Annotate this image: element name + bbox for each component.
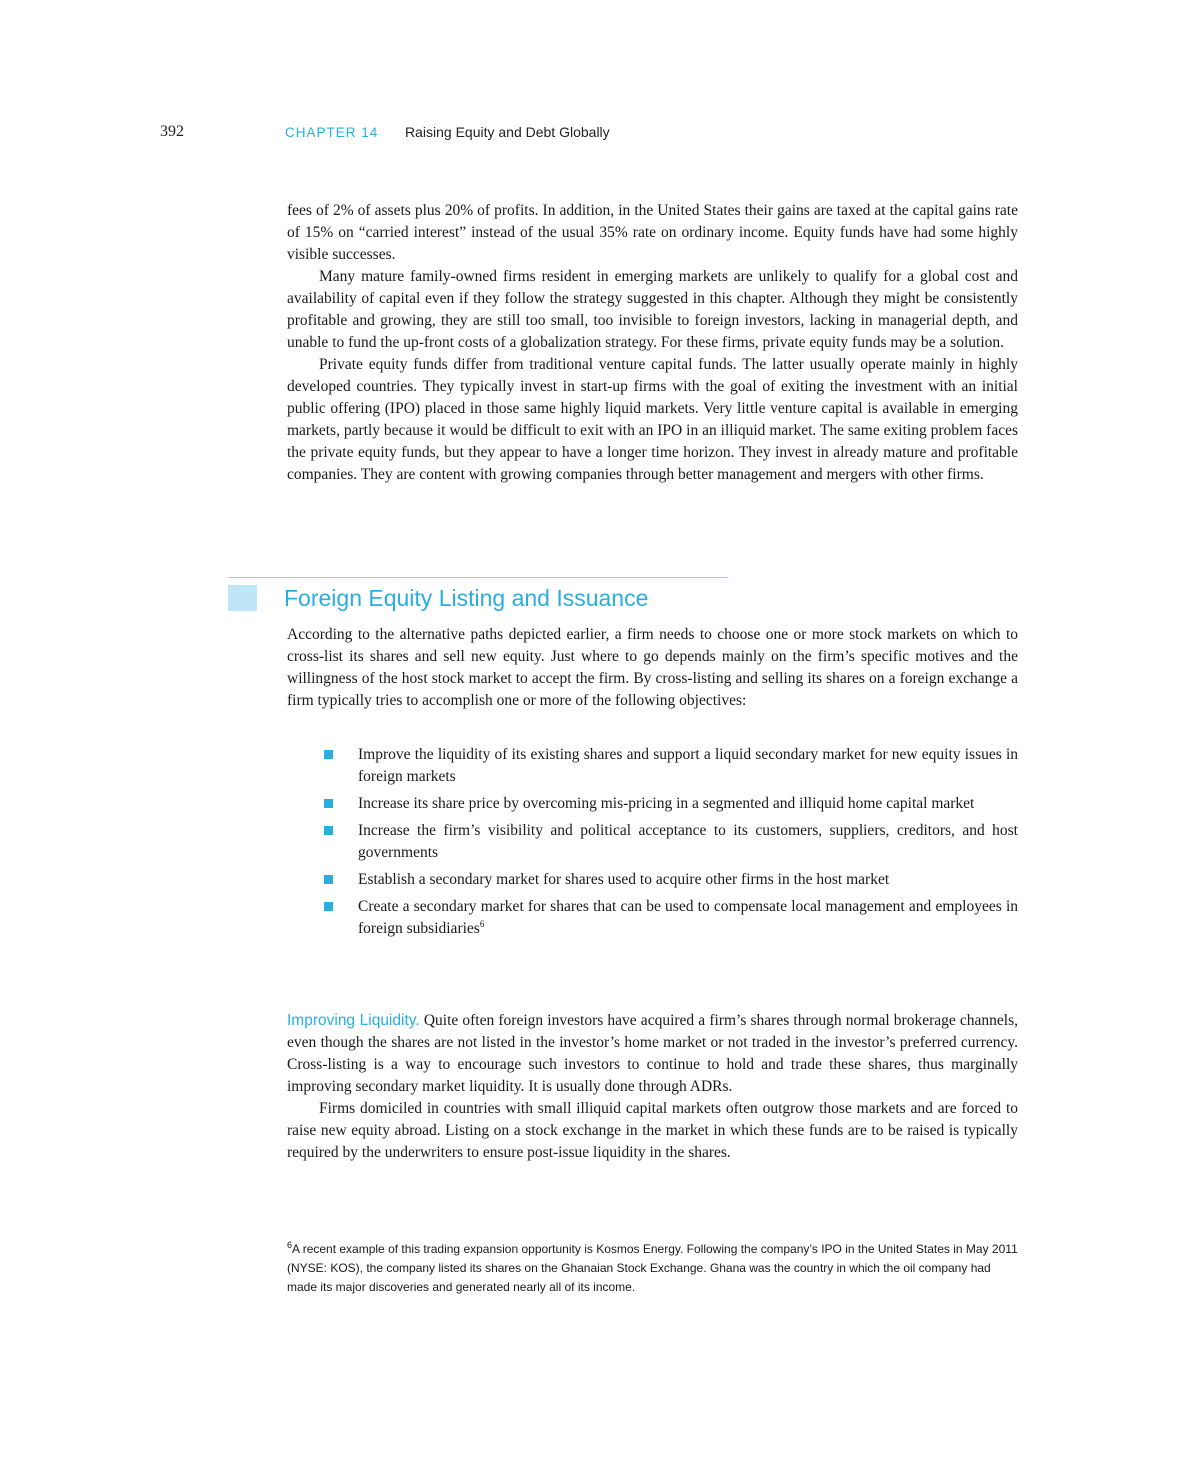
paragraph	[287, 1010, 1018, 1098]
list-item	[322, 869, 1018, 891]
square-bullet-icon	[324, 750, 333, 759]
list-item	[322, 793, 1018, 815]
subsection-improving-liquidity	[287, 1010, 1018, 1164]
list-item	[322, 896, 1018, 940]
section-heading: Foreign Equity Listing and Issuance	[284, 585, 649, 611]
paragraph-text: Quite often foreign investors have acquired a firm’s shares through normal brokerage channels, even though the shares are not listed in the investor’s home market or not traded in the investor’s preferred currency. Cross-listing is a way to encourage such investors to continue to hold and trade these shares, thus marginally improving secondary market liquidity. It is usually done through ADRs.	[287, 1012, 1019, 1095]
list-item-text: Establish a secondary market for shares used to acquire other firms in the host market	[358, 871, 890, 888]
section-lead	[287, 624, 1018, 712]
square-bullet-icon	[324, 875, 333, 884]
list-item-text: Improve the liquidity of its existing shares and support a liquid secondary market for new equity issues in foreign markets	[358, 746, 1018, 785]
paragraph: According to the alternative paths depicted earlier, a firm needs to choose one or more stock markets on which to cross-list its shares and sell new equity. Just where to go depends mainly on the firm’s specific motives and the willingness of the host stock market to accept the firm. By cross-listing and selling its shares on a foreign exchange a firm typically tries to accomplish one or more of the following objectives:	[287, 626, 1018, 709]
footnote-text	[287, 1240, 1018, 1297]
footnote-ref: 6	[479, 918, 485, 929]
section-marker-box	[228, 585, 257, 611]
paragraph: fees of 2% of assets plus 20% of profits. In addition, in the United States their gains are taxed at the capital gains rate of 15% on “carried interest” instead of the usual 35% rate on ordinary income. Equity funds have had some highly visible successes.	[287, 202, 1018, 263]
square-bullet-icon	[324, 902, 333, 911]
paragraph: Private equity funds differ from traditional venture capital funds. The latter usually operate mainly in highly developed countries. They typically invest in start-up firms with the goal of exiting the investment with an initial public offering (IPO) placed in those same highly liquid markets. Very little venture capital is available in emerging markets, partly because it would be difficult to exit with an IPO in an illiquid market. The same exiting problem faces the private equity funds, but they appear to have a longer time horizon. They invest in already mature and profitable companies. They are content with growing companies through better management and mergers with other firms.	[287, 356, 1018, 483]
footnote-number: 6	[287, 1240, 293, 1250]
list-item-text: Increase the firm’s visibility and political acceptance to its customers, suppliers, creditors, and host governments	[358, 822, 1018, 861]
list-item-text: Create a secondary market for shares that can be used to compensate local management and employees in foreign subsidiaries	[358, 898, 1018, 937]
section-rule	[228, 577, 728, 578]
chapter-label: CHAPTER 14	[285, 125, 379, 140]
footnote	[287, 1240, 1018, 1297]
intro-text	[287, 200, 1018, 486]
objectives-list	[322, 744, 1018, 945]
square-bullet-icon	[324, 826, 333, 835]
list-item-text: Increase its share price by overcoming mis-pricing in a segmented and illiquid home capital market	[358, 795, 975, 812]
paragraph: Many mature family-owned firms resident in emerging markets are unlikely to qualify for a global cost and availability of capital even if they follow the strategy suggested in this chapter. Although they might be consistently profitable and growing, they are still too small, too invisible to foreign investors, lacking in managerial depth, and unable to fund the up-front costs of a globalization strategy. For these firms, private equity funds may be a solution.	[287, 268, 1018, 351]
paragraph: Firms domiciled in countries with small illiquid capital markets often outgrow those markets and are forced to raise new equity abroad. Listing on a stock exchange in the market in which these funds are to be raised is typically required by the underwriters to ensure post-issue liquidity in the shares.	[287, 1100, 1018, 1161]
footnote-body: A recent example of this trading expansion opportunity is Kosmos Energy. Following the company’s IPO in the United States in May 2011 (NYSE: KOS), the company listed its shares on the Ghanaian Stock Exchange. Ghana was the country in which the oil company had made its major discoveries and generated nearly all of its income.	[287, 1242, 1018, 1294]
running-head	[160, 123, 1060, 145]
subsection-runin-heading: Improving Liquidity.	[287, 1012, 420, 1029]
page-number: 392	[160, 123, 184, 140]
chapter-title: Raising Equity and Debt Globally	[405, 124, 610, 140]
list-item	[322, 744, 1018, 788]
list-item	[322, 820, 1018, 864]
square-bullet-icon	[324, 799, 333, 808]
